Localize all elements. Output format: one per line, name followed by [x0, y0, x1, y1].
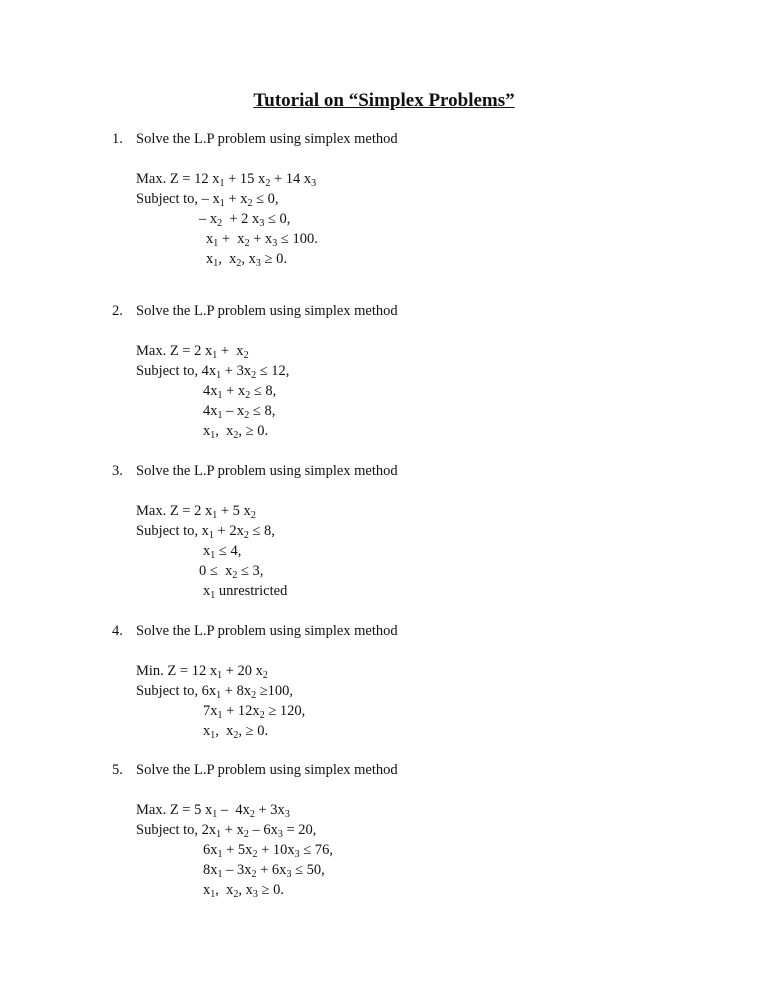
constraint-line: $x_1$, $x_2$, ≥ 0.	[203, 723, 269, 741]
constraint-line: $0 \le x_2 \le 3$,	[199, 563, 264, 581]
problem-instruction: Solve the L.P problem using simplex method	[136, 131, 398, 147]
constraint-line: Subject to, $6x_1 + 8x_2 \ge 100$,	[136, 683, 294, 701]
problem-number: 4.	[112, 623, 123, 639]
constraint-line: $x_1$, $x_2$, ≥ 0.	[203, 423, 269, 441]
constraint-line: Subject to, – $x_1 + x_2 \le 0$,	[136, 191, 279, 209]
constraint-line: $4x_1 - x_2 \le 8$,	[203, 403, 276, 421]
objective-function: Max. Z = 5 $x_1 - 4x_2 + 3x_3$	[136, 802, 290, 820]
objective-function: Max. Z = 2 $x_1 + x_2$	[136, 343, 249, 361]
constraint-line: $x_1 \le 4$,	[203, 543, 242, 561]
constraint-line: Subject to, $4x_1 + 3x_2 \le 12$,	[136, 363, 290, 381]
problem-number: 1.	[112, 131, 123, 147]
constraint-line: $8x_1 - 3x_2 + 6x_3 \le 50$,	[203, 862, 325, 880]
constraint-line: Subject to, $2x_1 + x_2 - 6x_3 = 20$,	[136, 822, 317, 840]
page-title: Tutorial on “Simplex Problems”	[253, 90, 515, 111]
objective-function: Min. Z = 12 $x_1 + 20$ $x_2$	[136, 663, 268, 681]
constraint-line: $6x_1 + 5x_2 + 10x_3 \le 76$,	[203, 842, 333, 860]
problem-instruction: Solve the L.P problem using simplex method	[136, 463, 398, 479]
constraint-line: $4x_1 + x_2 \le 8$,	[203, 383, 277, 401]
problem-instruction: Solve the L.P problem using simplex method	[136, 623, 398, 639]
objective-function: Max. Z = 12 $x_1 + 15$ $x_2 + 14$ $x_3$	[136, 171, 317, 189]
problem-number: 3.	[112, 463, 123, 479]
objective-function: Max. Z = 2 $x_1 + 5$ $x_2$	[136, 503, 256, 521]
problem-instruction: Solve the L.P problem using simplex method	[136, 762, 398, 778]
constraint-line: $x_1$, $x_2$, $x_3 \ge 0$.	[203, 882, 284, 900]
problem-instruction: Solve the L.P problem using simplex method	[136, 303, 398, 319]
constraint-line: $x_1$, $x_2$, $x_3 \ge 0$.	[206, 251, 287, 269]
problem-number: 5.	[112, 762, 123, 778]
constraint-line: $x_1$ unrestricted	[203, 583, 288, 601]
problem-number: 2.	[112, 303, 123, 319]
constraint-line: $7x_1 + 12x_2 \ge 120$,	[203, 703, 306, 721]
constraint-line: Subject to, $x_1 + 2x_2 \le 8$,	[136, 523, 275, 541]
constraint-line: $x_1 + x_2 + x_3 \le 100$.	[206, 231, 318, 249]
constraint-line: – $x_2 + 2$ $x_3 \le 0$,	[199, 211, 291, 229]
